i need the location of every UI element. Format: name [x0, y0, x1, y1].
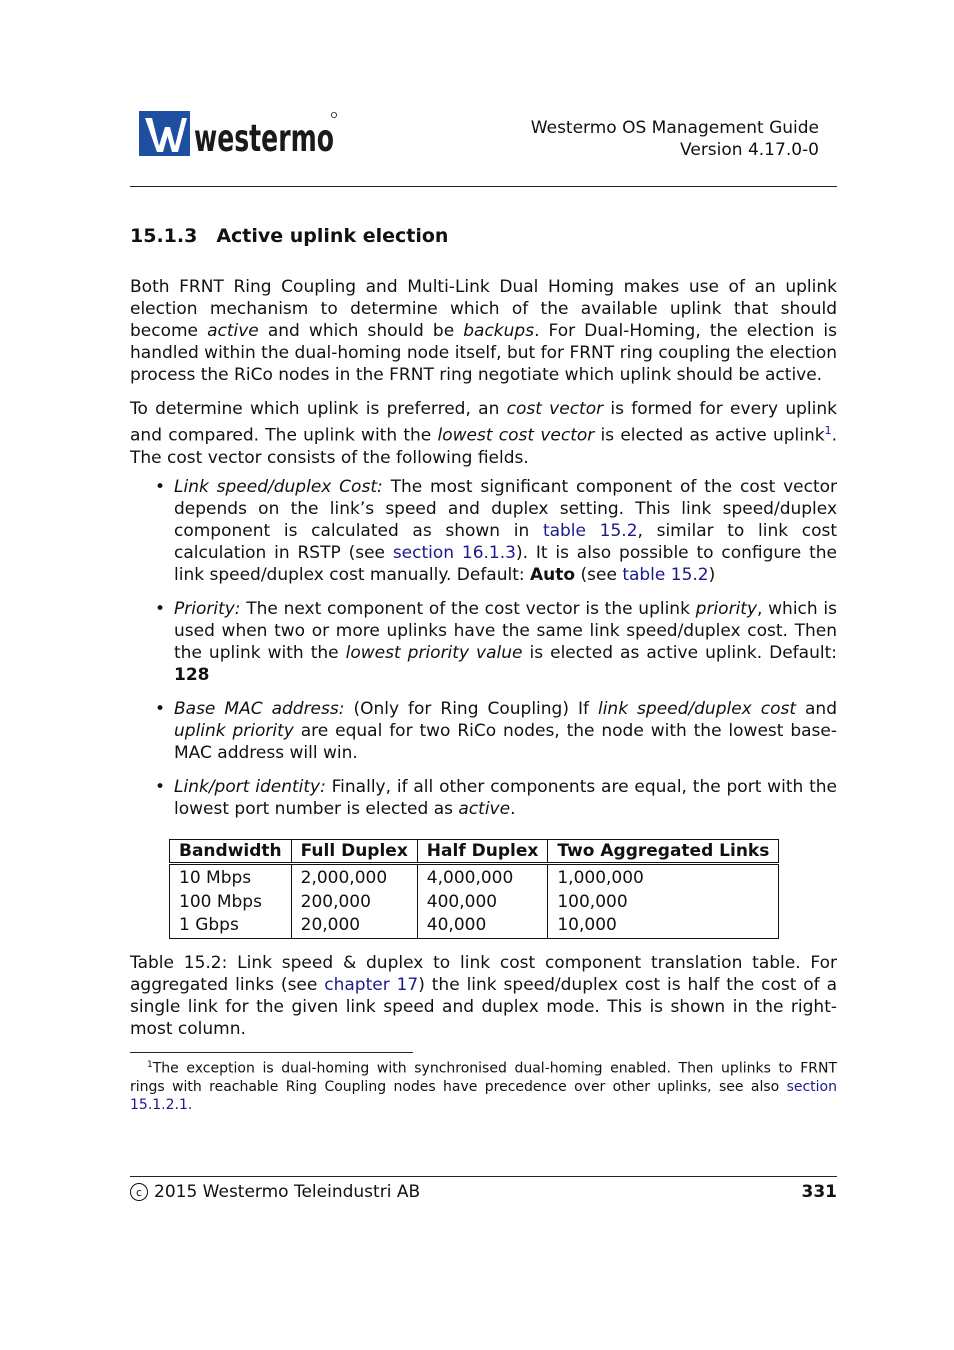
term: Priority:	[174, 599, 241, 619]
text: The next component of the cost vector is the uplink	[240, 599, 696, 619]
table-row	[170, 914, 779, 938]
paragraph-intro	[130, 276, 837, 386]
cell: 10 Mbps	[170, 864, 292, 891]
term: Link/port identity:	[174, 777, 326, 797]
bullet: •	[155, 599, 166, 619]
link-cost-table	[169, 839, 779, 939]
cell: 1,000,000	[548, 864, 779, 891]
paragraph-cost-vector	[130, 398, 837, 469]
column-header-bandwidth: Bandwidth	[170, 840, 292, 864]
text: )	[708, 565, 716, 585]
emphasis: active	[207, 321, 259, 341]
copyright-icon	[130, 1183, 148, 1201]
term: Base MAC address:	[174, 699, 345, 719]
copyright-symbol: c	[135, 1185, 143, 1199]
page-number: 331	[801, 1182, 837, 1202]
text: and which should be	[258, 321, 464, 341]
table-header-row	[170, 840, 779, 864]
footnote	[130, 1056, 837, 1114]
cell: 1 Gbps	[170, 914, 292, 938]
text: is elected as active uplink	[594, 425, 825, 446]
term: Link speed/duplex Cost:	[174, 477, 383, 497]
list-item	[155, 476, 837, 586]
column-header-aggregated: Two Aggregated Links	[548, 840, 779, 864]
bullet: •	[155, 699, 166, 719]
text: are equal for two RiCo nodes, the node with the lowest base-MAC address will win.	[174, 721, 837, 763]
cell: 200,000	[291, 891, 417, 915]
text: .	[510, 799, 516, 819]
text: , similar to link cost calculation in RSTP (see	[174, 521, 838, 563]
emphasis: active	[458, 799, 511, 819]
list-item	[155, 698, 837, 764]
header-rule	[130, 186, 837, 187]
copyright-text: 2015 Westermo Teleindustri AB	[154, 1182, 421, 1202]
text: and	[796, 699, 837, 719]
logo-graphic	[139, 110, 339, 158]
text: . For Dual-Homing, the election is handled within the dual-homing node itself, but for FRNT ring coupling the election process the RiCo nodes in the FRNT ring negotiate which uplink should be active.	[130, 321, 838, 385]
table-row	[170, 864, 779, 891]
text: is formed for every uplink and compared. The uplink with the	[130, 399, 837, 446]
table-link[interactable]: table 15.2	[542, 521, 638, 541]
list-item	[155, 598, 837, 686]
guide-version: Version 4.17.0-0	[680, 140, 819, 160]
cost-vector-fields-list	[155, 476, 837, 832]
emphasis: lowest cost vector	[437, 425, 595, 446]
text: The exception is dual-homing with synchronised dual-homing enabled. Then uplinks to FRNT rings with reachable Ring Coupling nodes have precedence over other uplinks, see also	[130, 1060, 837, 1095]
table-link[interactable]: table 15.2	[622, 565, 709, 585]
cell: 40,000	[417, 914, 548, 938]
cell: 20,000	[291, 914, 417, 938]
bullet: •	[155, 777, 166, 797]
column-header-full-duplex: Full Duplex	[291, 840, 417, 864]
cell: 400,000	[417, 891, 548, 915]
text: , which is used when two or more uplinks have the same link speed/duplex cost. Then the uplink with the	[174, 599, 837, 663]
table-caption	[130, 952, 837, 1040]
section-link[interactable]: section 16.1.3	[392, 543, 516, 563]
table-row	[170, 891, 779, 915]
default-value: 128	[174, 665, 210, 685]
text: Table 15.2: Link speed & duplex to link cost component translation table. For aggregated links (see	[130, 953, 837, 995]
text: (Only for Ring Coupling) If	[344, 699, 598, 719]
emphasis: priority	[695, 599, 758, 619]
footer-rule	[130, 1176, 837, 1177]
cell: 4,000,000	[417, 864, 548, 891]
copyright	[130, 1182, 420, 1202]
emphasis: uplink priority	[174, 721, 294, 741]
cell: 2,000,000	[291, 864, 417, 891]
text: ) the link speed/duplex cost is half the cost of a single link for the given link speed and duplex mode. This is shown in the right-most column.	[130, 975, 837, 1039]
text: ). It is also possible to configure the link speed/duplex cost manually. Default:	[174, 543, 837, 585]
emphasis: backups	[463, 321, 535, 341]
footnote-link[interactable]: 1	[824, 424, 832, 437]
bullet: •	[155, 477, 166, 497]
cell: 10,000	[548, 914, 779, 938]
emphasis: link speed/duplex cost	[597, 699, 797, 719]
westermo-logo	[139, 110, 339, 158]
section-number: 15.1.3	[130, 225, 198, 247]
footnote-mark: 1	[147, 1060, 153, 1070]
emphasis: lowest priority value	[345, 643, 523, 663]
list-item	[155, 776, 837, 820]
emphasis: cost vector	[506, 399, 604, 419]
text: . The cost vector consists of the following fields.	[130, 425, 837, 468]
text: .	[187, 1096, 193, 1113]
text: is elected as active uplink. Default:	[522, 643, 837, 663]
text: The most significant component of the cost vector depends on the link’s speed and duplex setting. This link speed/duplex component is calculated as shown in	[174, 477, 838, 541]
text: To determine which uplink is preferred, an	[130, 399, 507, 419]
section-title: Active uplink election	[216, 225, 449, 247]
section-heading	[130, 225, 448, 247]
footnote-rule	[130, 1052, 413, 1053]
section-link[interactable]: section 15.1.2.1	[130, 1078, 837, 1113]
guide-title: Westermo OS Management Guide	[530, 118, 819, 138]
text: Both FRNT Ring Coupling and Multi-Link Dual Homing makes use of an uplink election mechanism to determine which of the available uplink that should become	[130, 277, 837, 341]
text: Finally, if all other components are equal, the port with the lowest port number is elected as	[174, 777, 837, 819]
text: (see	[575, 565, 623, 585]
cell: 100,000	[548, 891, 779, 915]
column-header-half-duplex: Half Duplex	[417, 840, 548, 864]
chapter-link[interactable]: chapter 17	[324, 975, 419, 995]
default-value: Auto	[530, 565, 576, 585]
cell: 100 Mbps	[170, 891, 292, 915]
logo-wordmark: westermo	[194, 117, 334, 160]
